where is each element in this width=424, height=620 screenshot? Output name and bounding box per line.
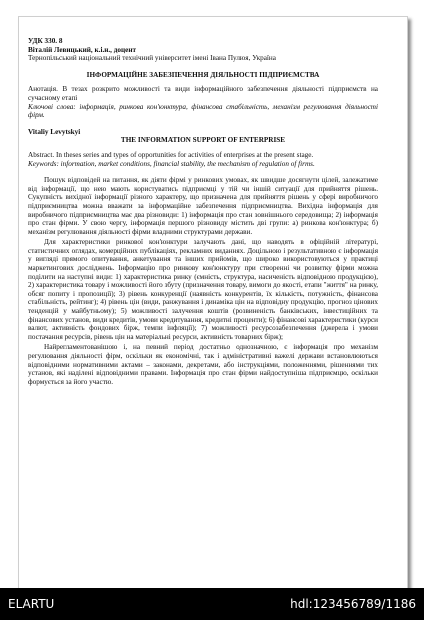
handle-identifier: hdl:123456789/1186: [290, 597, 416, 611]
udk-code: УДК 330. 8: [28, 37, 63, 45]
en-abstract: Abstract. In theses series and types of opportunities for activities of enterprises at the present stage.: [28, 150, 314, 159]
en-title: THE INFORMATION SUPPORT OF ENTERPRISE: [120, 136, 286, 145]
repository-name: ELARTU: [8, 597, 55, 611]
body-paragraph-1: Пошук відповідей на питання, як діяти фірмі у ринкових умовах, як швидше досягнути цілей, залежатиме від інформації, що нею мають користуватись підприємці у тій чи іншій ситуації для прийняття рішень. Сукупність вихідної інформації різного характеру, що призначена для прийняття рішень у сфері виробничого підприємництва можна вважати за інформаційне забезпечення підприємництва. Вихідна інформація для виробничого підприємництва має два різновиди: 1) інформація про стан зовнішнього середовища; 2) інформація про стан фірми. У свою чергу, інформація першого різновиду містить дві групи: а) ринкова кон'юнктура; б) механізм регулювання діяльності фірми владними структурами держави.: [28, 176, 378, 236]
ua-title: ІНФОРМАЦІЙНЕ ЗАБЕЗПЕЧЕННЯ ДІЯЛЬНОСТІ ПІДПРИЄМСТВА: [86, 70, 320, 79]
author-affiliation: Тернопільський національний технічний університет імені Івана Пулюя, Україна: [28, 54, 276, 63]
ua-abstract: Анотація. В тезах розкрито можливості та види інформаційного забезпечення діяльності підприємств на сучасному етапі: [28, 85, 378, 102]
page-content: [28, 37, 378, 386]
body-paragraph-2: Для характеристики ринкової кон'юнктури залучають дані, що наводять в офіційній літературі, статистичних оглядах, комерційних публікаціях, рекламних виданнях. Доцільною і результативною є інформація у вигляді прямого опитування, анкетування та інших прийомів, що широко використовуються у практиці маркетингових досліджень. Інформацію про ринкову кон'юнктуру при створенні чи розвитку фірми можна поділити на наступні види: 1) характеристика ринку (ємність, структура, насиченість відповідною продукцією), 2) характеристика товару і можливості його збуту (призначення товару, вимоги до якості, етапи "життя" на ринку, обсяг попиту і пропозиції); 3) рівень конкуренції (наявність конкурентів, їх кількість, потужність, фінансова стабільність, рейтинг); 4) рівень цін (види, ранжування і динаміка цін на відповідну продукцію, прогноз цінових тенденцій у майбутньому); 5) можливості залучення коштів (розвиненість банківських, інвестиційних та фінансових установ, види кредитів, умови кредитування, кредитні проценти); 6) фінансові характеристики (курси валют, активність фондових бірж, темпи інфляції); 7) можливості ресурсозабезпечення (джерела і умови постачання ресурсів, рівень цін на матеріальні ресурси, активність товарних бірж);: [28, 238, 378, 341]
body-paragraph-3: Найрегламентованішою і, на певний період достатньо однозначною, є інформація про механізм регулювання діяльності фірм, оскільки як економічні, так і адміністративні важелі держави встановлюються відповідними нормативними актами – законами, декретами, або інструкціями, положеннями, рішеннями тих установ, які наділені відповідними правами. Інформація про стан фірми найдоступніша підприємцю, оскільки формується за його участю.: [28, 343, 378, 386]
footer-bar: [0, 588, 424, 620]
en-author: Vitaliy Levytskyi: [28, 127, 81, 136]
document-page: [18, 16, 408, 590]
author-name: Віталій Левицький, к.і.н., доцент: [28, 45, 137, 54]
en-keywords: Keywords: information, market conditions, financial stability, the mechanism of regulation of firms.: [28, 159, 315, 168]
ua-keywords: Ключові слова: інформація, ринкова кон'юнктура, фінансова стабільність, механізм регулювання діяльності фірм.: [28, 102, 378, 120]
